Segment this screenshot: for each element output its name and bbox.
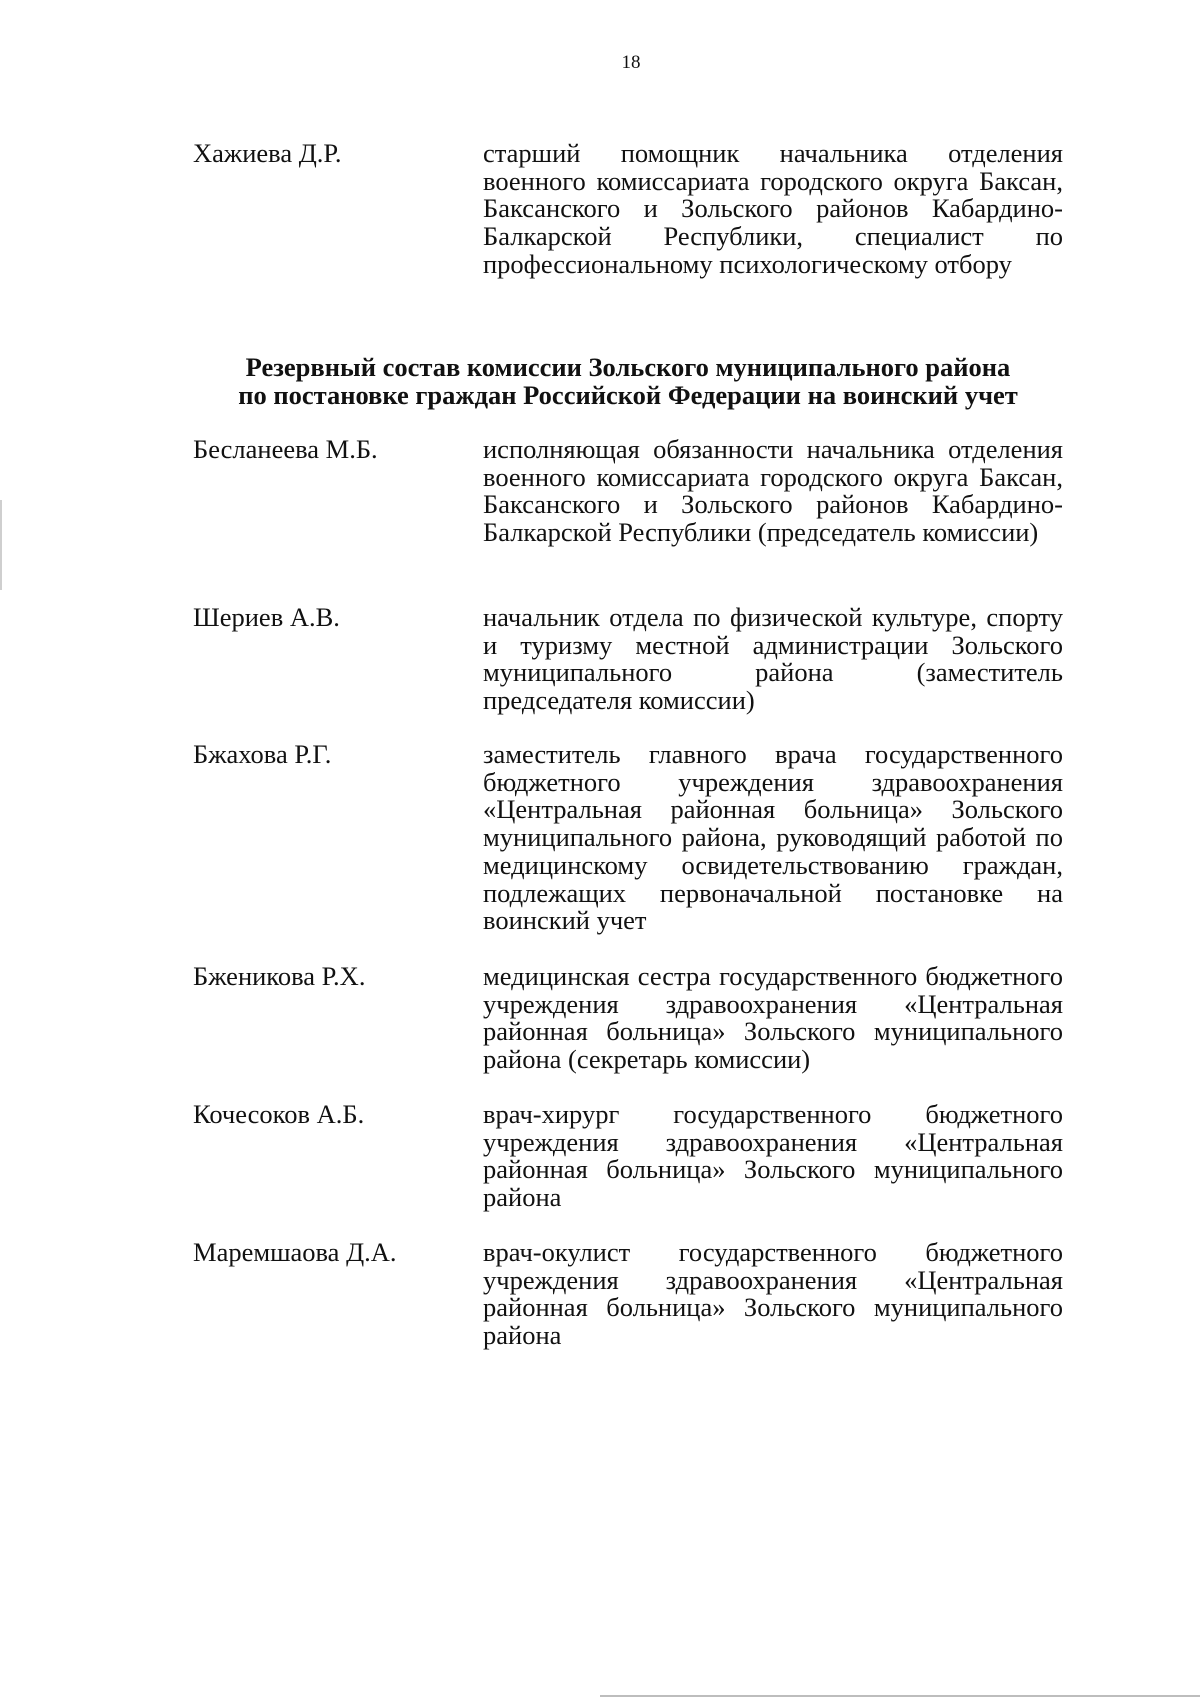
member-name: Бжахова Р.Г. (193, 739, 332, 769)
page-number: 18 (621, 52, 641, 73)
scan-bottom-edge (600, 1695, 1200, 1697)
member-position: медицинская сестра государственного бюджетного учреждения здравоохранения «Центральная районная больница» Зольского муниципального района (секретарь комиссии) (483, 961, 1063, 1075)
commission-member-entry (193, 604, 1063, 715)
member-name: Хажиева Д.Р. (193, 138, 342, 168)
member-position: исполняющая обязанности начальника отделения военного комиссариата городского округа Баксан, Баксанского и Зольского районов Кабардино-Балкарской Республики (председатель комиссии) (483, 434, 1063, 548)
member-name: Кочесоков А.Б. (193, 1099, 365, 1129)
member-position: заместитель главного врача государственного бюджетного учреждения здравоохранения «Центральная районная больница» Зольского муниципального района, руководящий работой по медицинскому освидетельствованию граждан, подлежащих первоначальной постановке на воинский учет (483, 739, 1063, 936)
commission-member-entry (193, 1101, 1063, 1212)
member-position: начальник отдела по физической культуре, спорту и туризму местной администрации Зольского муниципального района (заместитель председателя комиссии) (483, 602, 1063, 716)
scan-edge-mark (0, 500, 2, 590)
member-name: Бесланеева М.Б. (193, 434, 378, 464)
member-name: Бженикова Р.Х. (193, 961, 366, 991)
commission-member-entry (193, 963, 1063, 1074)
commission-member-entry (193, 140, 1063, 279)
section-heading-line-2: по постановке граждан Российской Федерации на воинский учет (238, 380, 1018, 410)
commission-member-entry (193, 741, 1063, 935)
member-position: врач-окулист государственного бюджетного учреждения здравоохранения «Центральная районная больница» Зольского муниципального района (483, 1237, 1063, 1351)
member-name: Маремшаова Д.А. (193, 1237, 397, 1267)
member-position: врач-хирург государственного бюджетного учреждения здравоохранения «Центральная районная больница» Зольского муниципального района (483, 1099, 1063, 1213)
section-heading (193, 353, 1063, 409)
member-position: старший помощник начальника отделения военного комиссариата городского округа Баксан, Баксанского и Зольского районов Кабардино-Балкарской Республики, специалист по профессиональному психологическому отбору (483, 138, 1063, 279)
commission-member-entry (193, 1239, 1063, 1350)
member-name: Шериев А.В. (193, 602, 340, 632)
section-heading-line-1: Резервный состав комиссии Зольского муниципального района (245, 352, 1011, 382)
commission-member-entry (193, 436, 1063, 547)
